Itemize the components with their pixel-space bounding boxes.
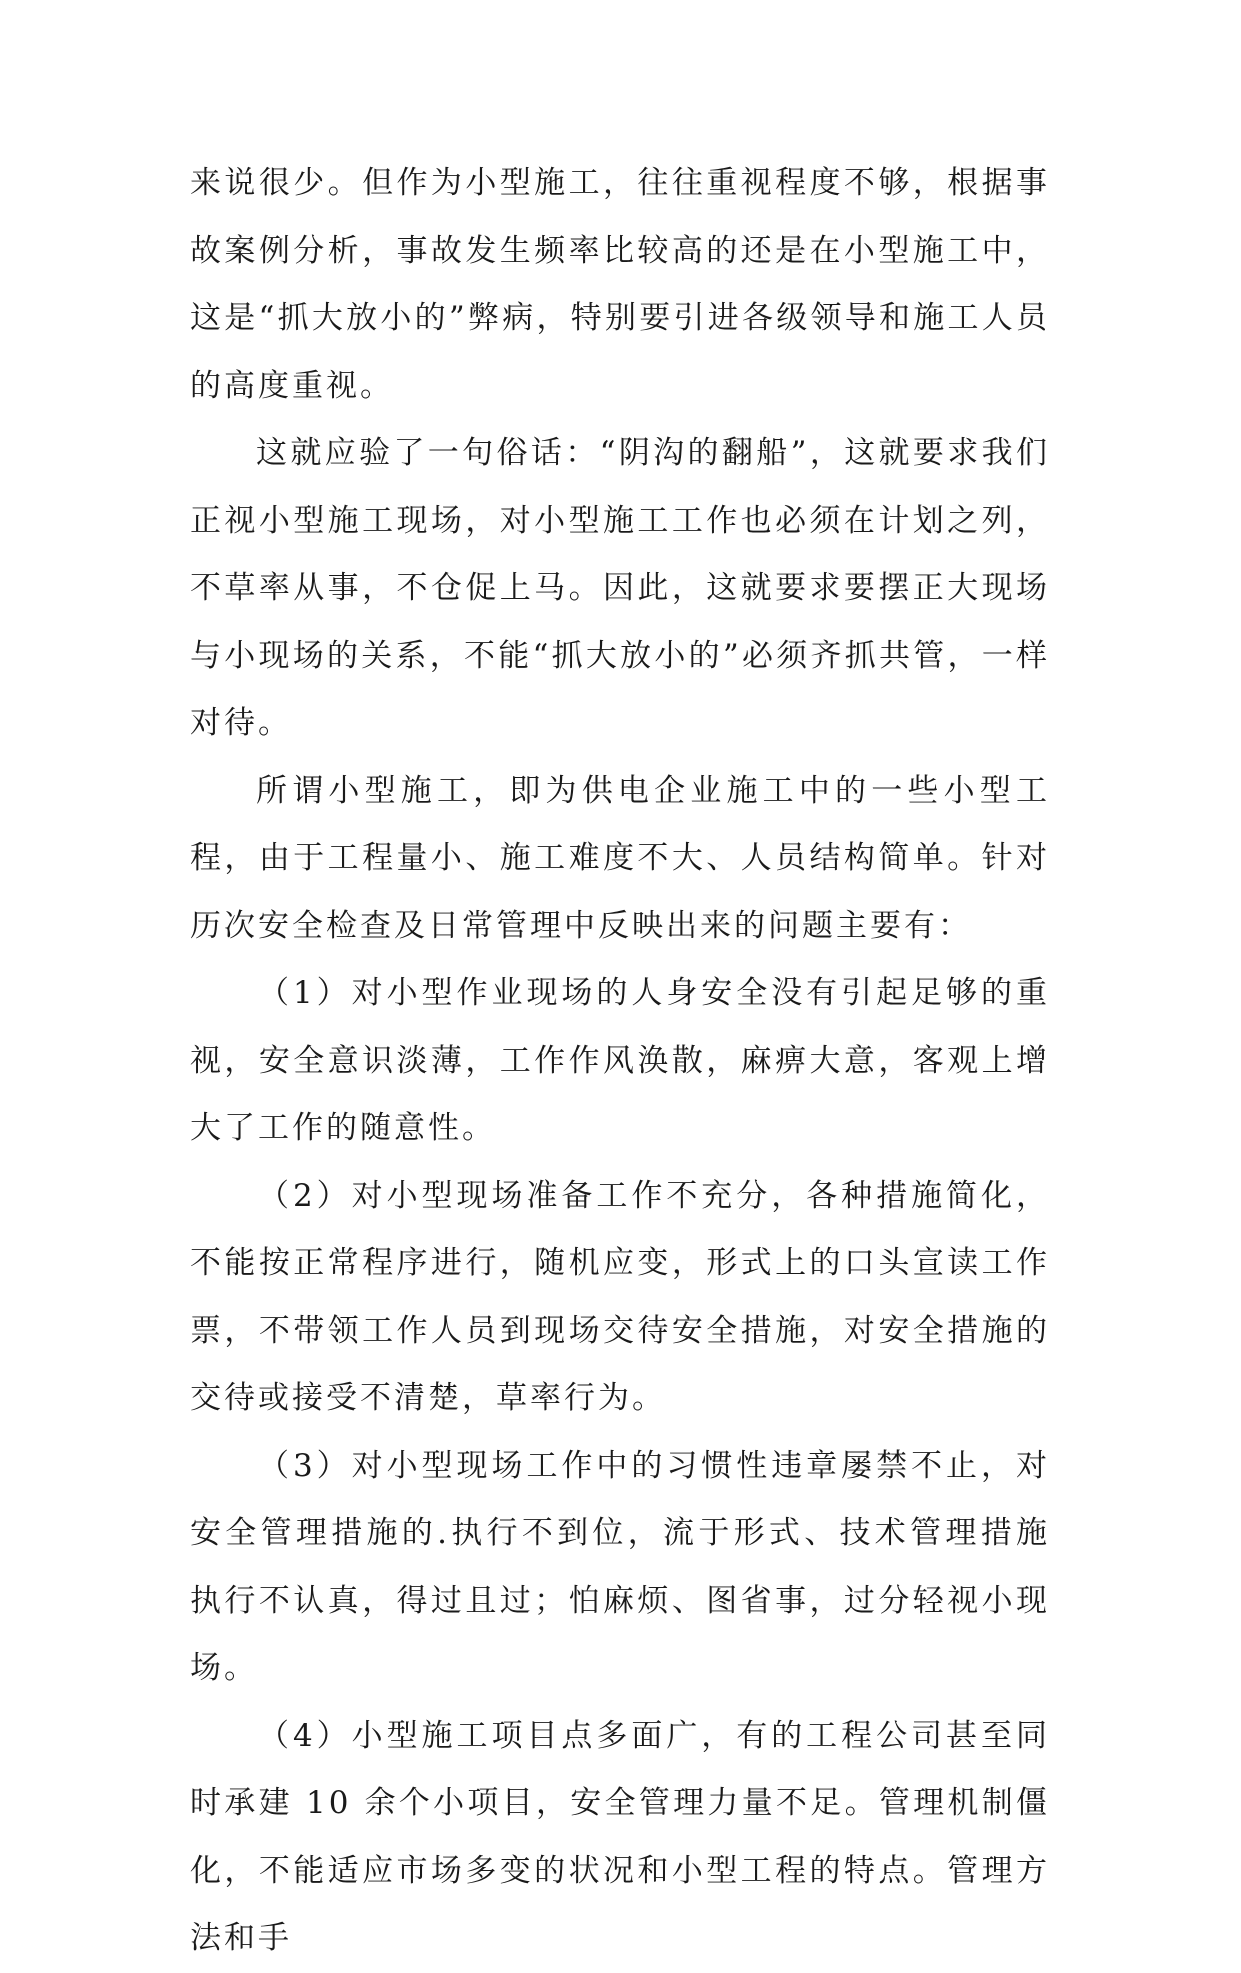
- paragraph-definition: 所谓小型施工，即为供电企业施工中的一些小型工程，由于工程量小、施工难度不大、人员结构简单。针对历次安全检查及日常管理中反映出来的问题主要有：: [190, 772, 1050, 944]
- paragraph-item-4: （4）小型施工项目点多面广，有的工程公司甚至同时承建 10 余个小项目，安全管理力量不足。管理机制僵化，不能适应市场多变的状况和小型工程的特点。管理方法和手: [190, 1717, 1050, 1956]
- paragraph-item-3: （3）对小型现场工作中的习惯性违章屡禁不止，对安全管理措施的.执行不到位，流于形式、技术管理措施执行不认真，得过且过；怕麻烦、图省事，过分轻视小现场。: [190, 1447, 1050, 1686]
- paragraph-proverb: 这就应验了一句俗话：“阴沟的翻船”，这就要求我们正视小型施工现场，对小型施工工作也必须在计划之列，不草率从事，不仓促上马。因此，这就要求要摆正大现场与小现场的关系，不能“抓大放小的”必须齐抓共管，一样对待。: [190, 435, 1050, 741]
- paragraph-item-1: （1）对小型作业现场的人身安全没有引起足够的重视，安全意识淡薄，工作作风涣散，麻痹大意，客观上增大了工作的随意性。: [190, 975, 1050, 1146]
- document-body: [190, 150, 1050, 1973]
- paragraph-continuation: 来说很少。但作为小型施工，往往重视程度不够，根据事故案例分析，事故发生频率比较高的还是在小型施工中，这是“抓大放小的”弊病，特别要引进各级领导和施工人员的高度重视。: [190, 165, 1050, 404]
- paragraph-item-2: （2）对小型现场准备工作不充分，各种措施简化，不能按正常程序进行，随机应变，形式上的口头宣读工作票，不带领工作人员到现场交待安全措施，对安全措施的交待或接受不清楚，草率行为。: [190, 1177, 1050, 1416]
